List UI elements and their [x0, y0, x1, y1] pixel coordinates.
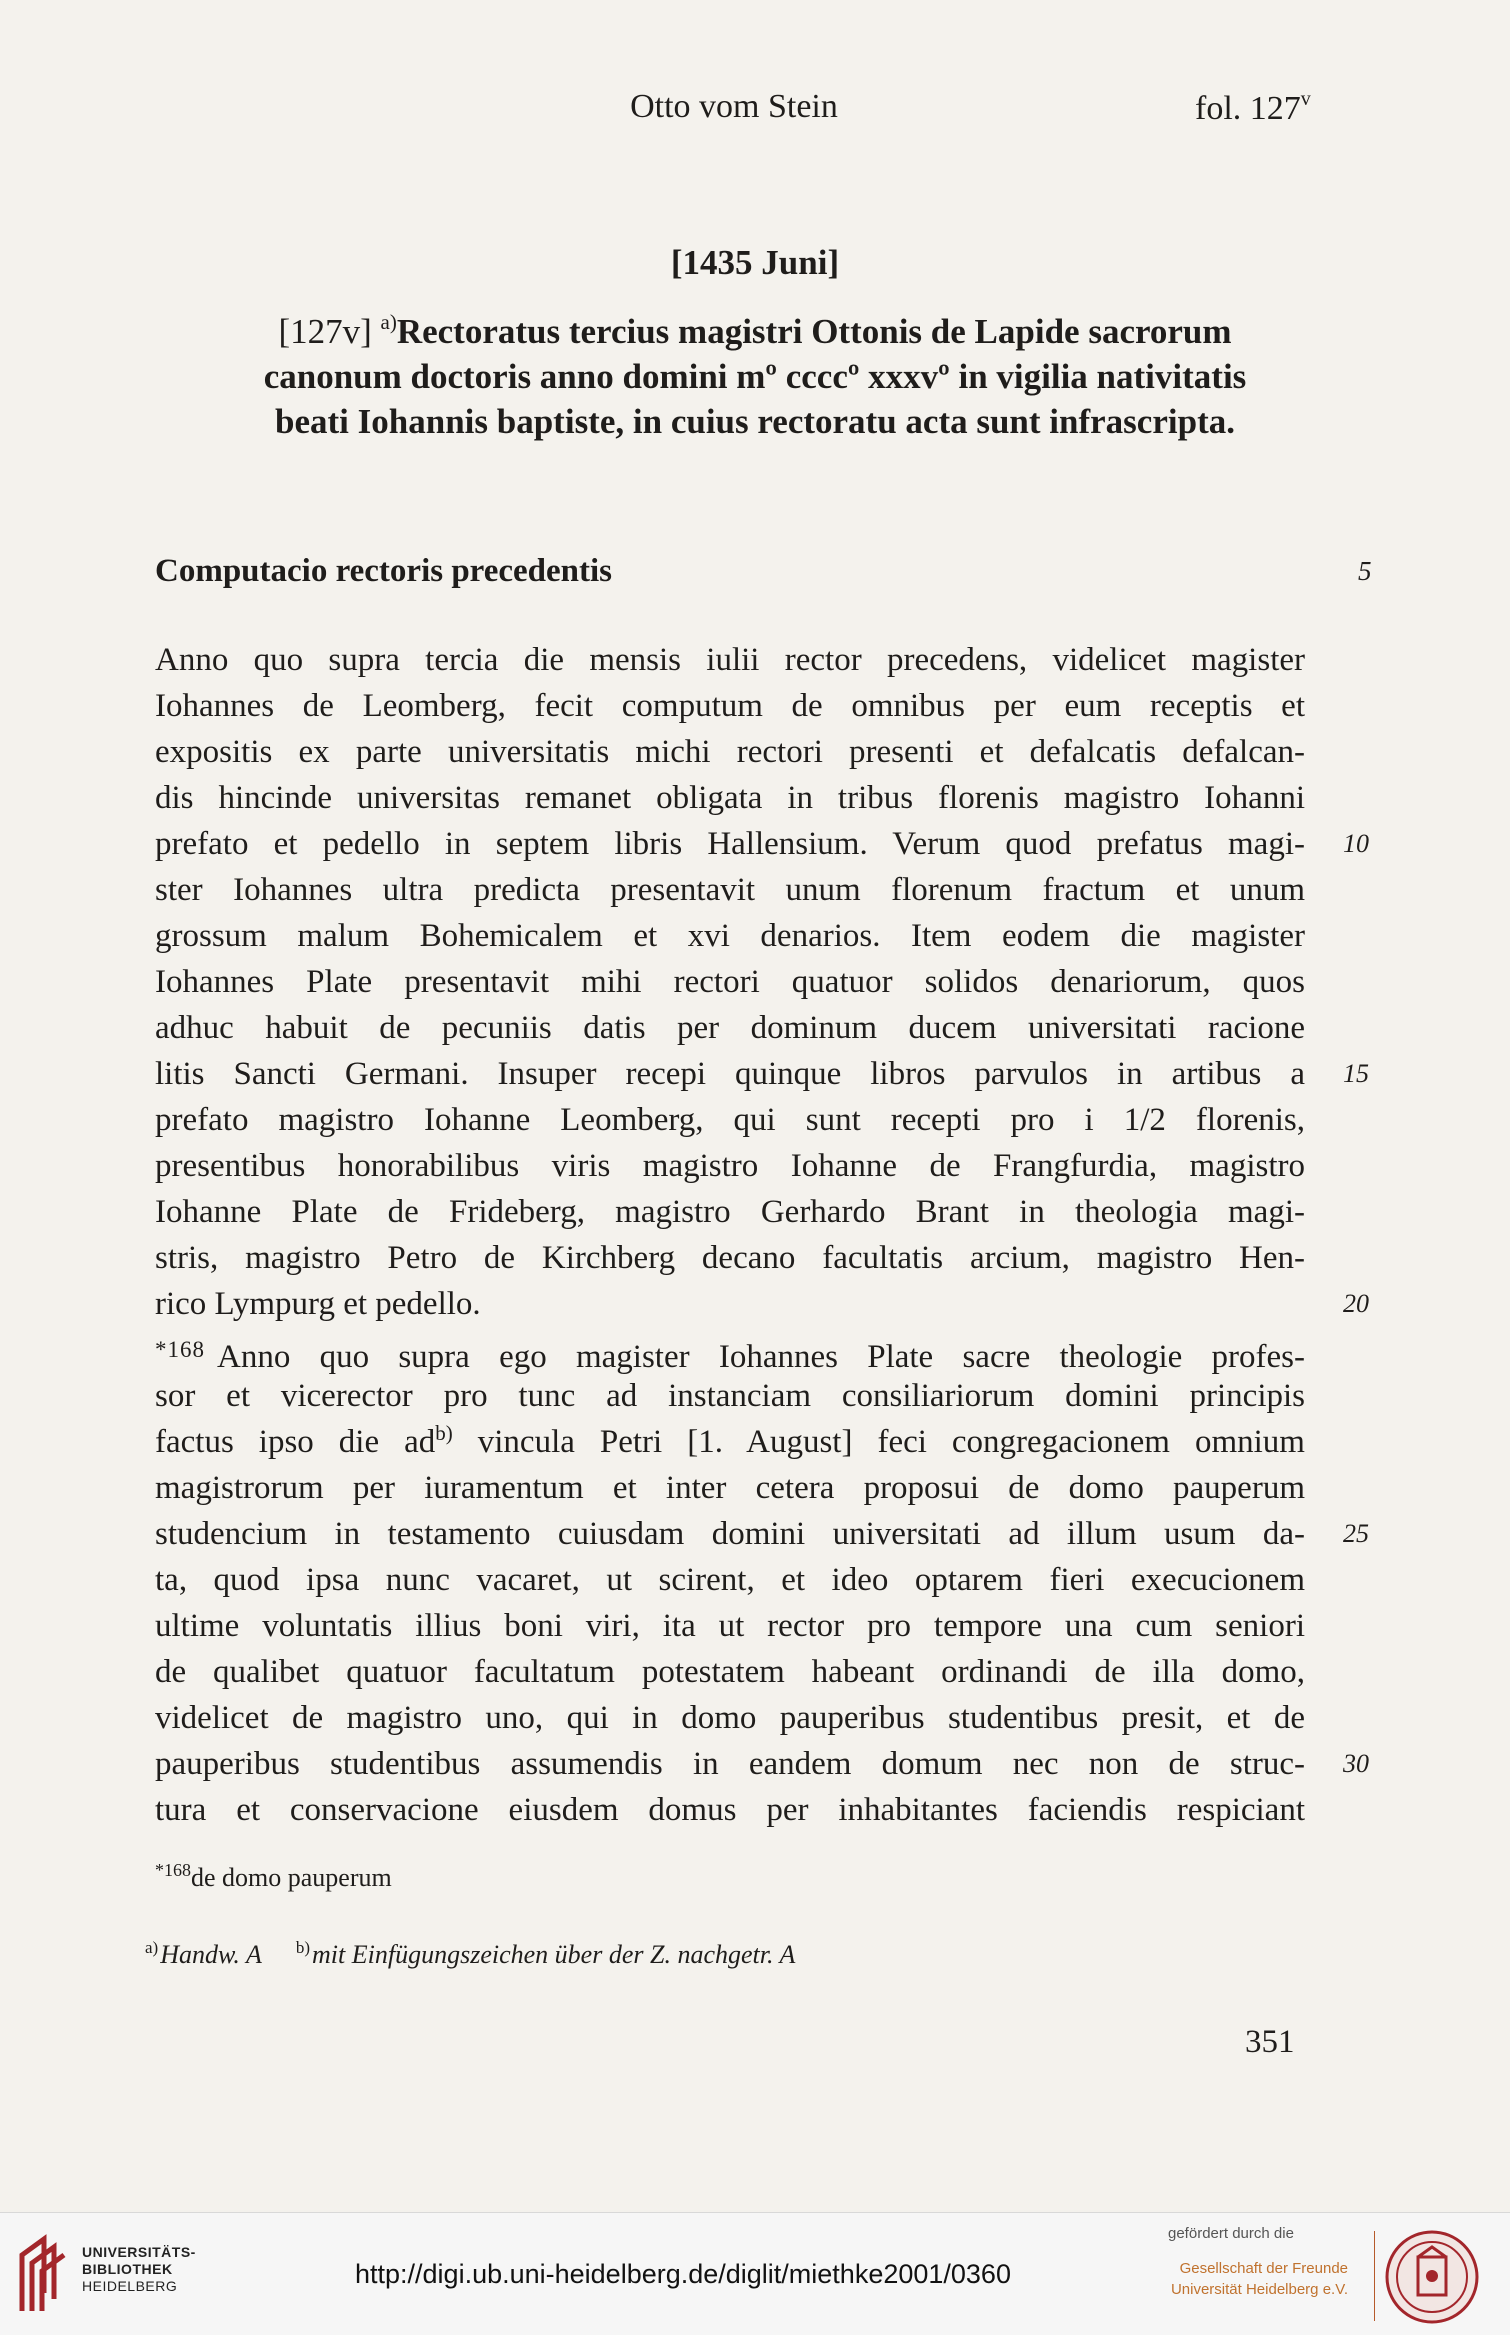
- text-span: Iohanne Plate de Frideberg, magistro Gerhardo Brant in theologia magi-: [155, 1194, 1305, 1230]
- margin-reference-mark: *168: [155, 1337, 205, 1362]
- line-number: 20: [1343, 1289, 1369, 1318]
- university-library-logo-icon: [14, 2233, 74, 2315]
- text-line: [155, 729, 1305, 775]
- text-line: [155, 1649, 1305, 1695]
- text-span: prefato et pedello in septem libris Hallensium. Verum quod prefatus magi-: [155, 826, 1305, 862]
- heading-line-1: Rectoratus tercius magistri Ottonis de Lapide sacrorum: [396, 312, 1232, 351]
- folio-reference: [127v]: [278, 312, 372, 351]
- footer-divider: [1374, 2231, 1375, 2321]
- text-span: tura et conservacione eiusdem domus per inhabitantes faciendis respiciant: [155, 1792, 1305, 1828]
- line-number: 25: [1343, 1519, 1369, 1548]
- permalink[interactable]: http://digi.ub.uni-heidelberg.de/diglit/miethke2001/0360: [355, 2259, 1011, 2289]
- text-line: [155, 1557, 1305, 1603]
- folio-side: v: [1300, 88, 1311, 110]
- margin-note: [155, 1860, 392, 1893]
- digitization-footer: [0, 2212, 1510, 2335]
- apparatus-marker-b: b): [295, 1938, 311, 1957]
- text-line: [155, 775, 1305, 821]
- text-span: sor et vicerector pro tunc ad instanciam consiliariorum domini principis: [155, 1378, 1305, 1414]
- sponsor-intro: gefördert durch die: [1168, 2225, 1294, 2242]
- text-span: presentibus honorabilibus viris magistro Iohanne de Frangfurdia, magistro: [155, 1148, 1305, 1184]
- text-line: [155, 1005, 1305, 1051]
- text-line: [155, 1787, 1305, 1833]
- text-line: [155, 1097, 1305, 1143]
- text-line: [155, 821, 1369, 867]
- text-line: [155, 1143, 1305, 1189]
- text-span: dis hincinde universitas remanet obligata in tribus florenis magistro Iohanni: [155, 780, 1305, 816]
- running-head-folio: fol. 127$^v$: [1195, 88, 1311, 127]
- text-span: factus ipso die ad: [155, 1424, 436, 1460]
- text-span: grossum malum Bohemicalem et xvi denarios. Item eodem die magister: [155, 918, 1305, 954]
- text-line: [155, 1603, 1305, 1649]
- text-line: [155, 1373, 1305, 1419]
- margin-note-mark: *168: [155, 1860, 191, 1880]
- text-line: [155, 913, 1305, 959]
- running-head-title: Otto vom Stein: [630, 88, 838, 125]
- margin-note-text: de domo pauperum: [191, 1863, 392, 1892]
- university-seal-icon: [1384, 2229, 1480, 2325]
- text-span: prefato magistro Iohanne Leomberg, qui sunt recepti pro i 1/2 florenis,: [155, 1102, 1305, 1138]
- text-line: [155, 1695, 1305, 1741]
- body-text: [155, 637, 1369, 1833]
- section-heading: Computacio rectoris precedentis: [155, 553, 613, 589]
- text-span: Anno quo supra tercia die mensis iulii rector precedens, videlicet magister: [155, 642, 1305, 678]
- text-span: de qualibet quatuor facultatum potestatem habeant ordinandi de illa domo,: [155, 1654, 1305, 1690]
- line-number: 5: [1358, 556, 1372, 586]
- text-span: ultime voluntatis illius boni viri, ita ut rector pro tempore una cum seniori: [155, 1608, 1305, 1644]
- text-span: rico Lympurg et pedello.: [155, 1286, 481, 1322]
- line-number: 30: [1343, 1749, 1369, 1778]
- sponsor-name: Gesellschaft der Freunde Universität Heidelberg e.V.: [1170, 2260, 1348, 2298]
- library-name: UNIVERSITÄTS- BIBLIOTHEK HEIDELBERG: [82, 2244, 196, 2294]
- critical-apparatus: [145, 1938, 795, 1970]
- text-line: [155, 1051, 1369, 1097]
- text-span: stris, magistro Petro de Kirchberg decano facultatis arcium, magistro Hen-: [155, 1240, 1305, 1276]
- text-span: magistrorum per iuramentum et inter cetera proposui de domo pauperum: [155, 1470, 1305, 1506]
- text-line: [155, 683, 1305, 729]
- apparatus-note-b: mit Einfügungszeichen über der Z. nachgetr. A: [312, 1940, 796, 1969]
- footnote-marker-b: b): [435, 1421, 453, 1445]
- text-line: [155, 1235, 1305, 1281]
- text-span: adhuc habuit de pecuniis datis per dominum ducem universitati racione: [155, 1010, 1305, 1046]
- text-line: [155, 1189, 1305, 1235]
- text-span: vincula Petri [1. August] feci congregacionem omnium: [452, 1424, 1305, 1460]
- apparatus-note-a: Handw. A: [160, 1940, 262, 1969]
- text-line: [155, 637, 1305, 683]
- rectorate-heading: [150, 300, 1360, 444]
- footnote-marker-a: a): [380, 310, 397, 334]
- heading-line-3: beati Iohannis baptiste, in cuius rectoratu acta sunt infrascripta.: [275, 402, 1235, 441]
- text-span: ster Iohannes ultra predicta presentavit unum florenum fractum et unum: [155, 872, 1305, 908]
- text-line: [155, 1281, 1369, 1327]
- text-span: videlicet de magistro uno, qui in domo pauperibus studentibus presit, et de: [155, 1700, 1305, 1736]
- text-line: [155, 867, 1305, 913]
- text-line: [155, 1419, 1305, 1465]
- text-span: Anno quo supra ego magister Iohannes Plate sacre theologie profes-: [217, 1339, 1305, 1375]
- text-span: Iohannes de Leomberg, fecit computum de omnibus per eum receptis et: [155, 688, 1305, 724]
- apparatus-marker-a: a): [145, 1938, 159, 1957]
- heading-line-2: canonum doctoris anno domini mº ccccº xxxvº in vigilia nativitatis: [263, 357, 1247, 396]
- text-line: [155, 1465, 1305, 1511]
- text-line: [155, 959, 1305, 1005]
- text-span: expositis ex parte universitatis michi rectori presenti et defalcatis defalcan-: [155, 734, 1305, 770]
- text-line: [155, 1511, 1369, 1557]
- text-span: ta, quod ipsa nunc vacaret, ut scirent, et ideo optarem fieri execucionem: [155, 1562, 1305, 1598]
- text-span: pauperibus studentibus assumendis in eandem domum nec non de struc-: [155, 1746, 1305, 1782]
- text-span: litis Sancti Germani. Insuper recepi quinque libros parvulos in artibus a: [155, 1056, 1305, 1092]
- date-heading: [1435 Juni]: [670, 243, 840, 282]
- line-number: 15: [1343, 1059, 1369, 1088]
- text-span: Iohannes Plate presentavit mihi rectori quatuor solidos denariorum, quos: [155, 964, 1305, 1000]
- text-span: studencium in testamento cuiusdam domini universitati ad illum usum da-: [155, 1516, 1305, 1552]
- text-line: [155, 1741, 1369, 1787]
- line-number: 10: [1343, 829, 1369, 858]
- text-line: [155, 1327, 1305, 1373]
- page-number: 351: [1245, 2024, 1295, 2060]
